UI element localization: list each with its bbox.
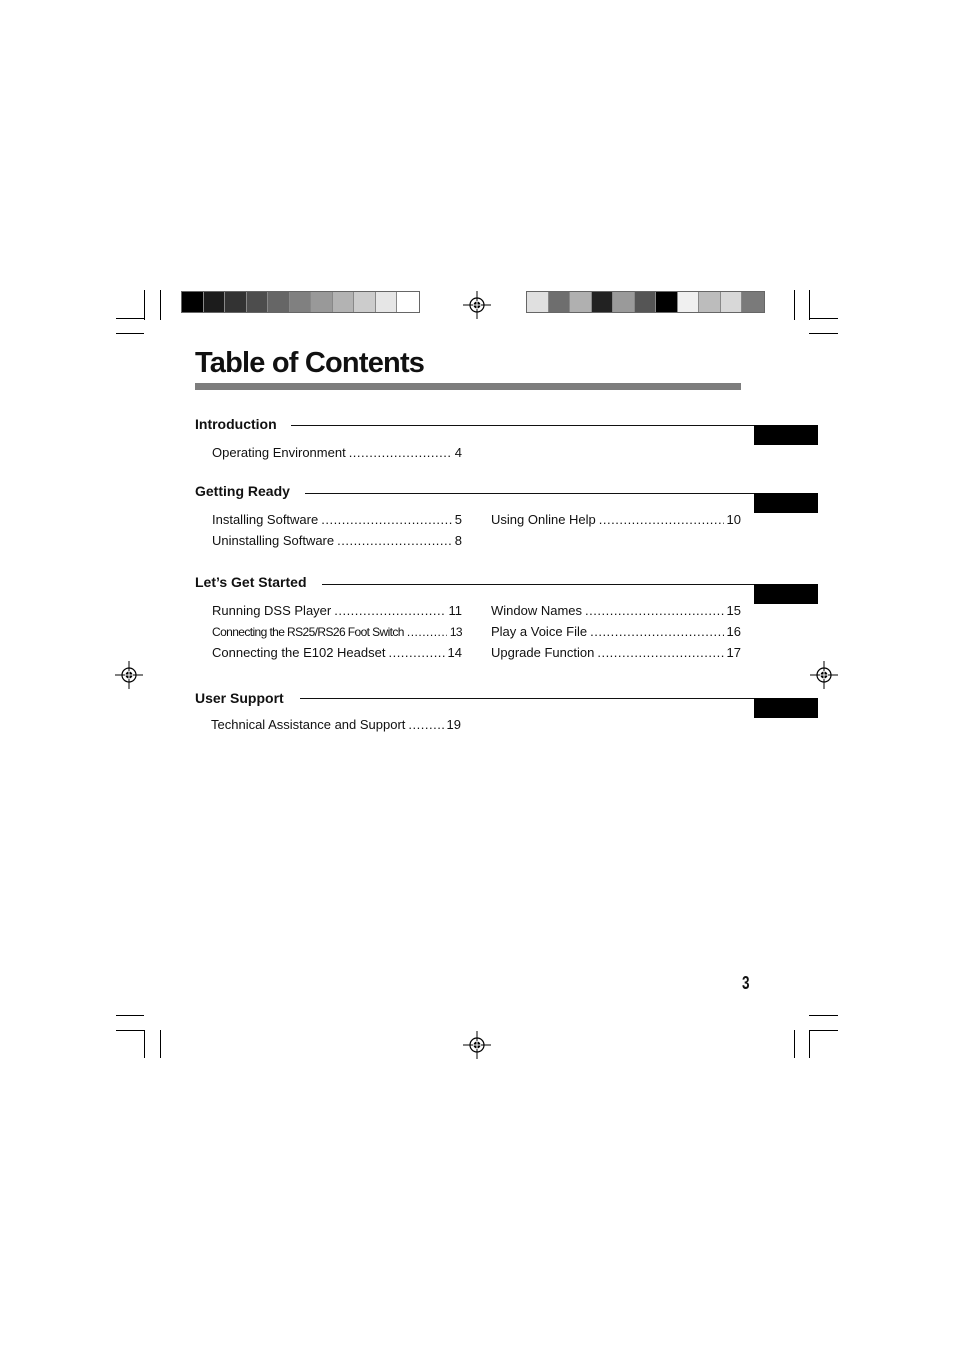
toc-entry[interactable] [212, 512, 462, 527]
registration-target-icon [463, 1031, 491, 1059]
toc-entry-page: 17 [726, 645, 741, 660]
color-swatch [592, 292, 614, 312]
toc-entry[interactable] [212, 445, 462, 460]
crop-mark [116, 1015, 144, 1016]
color-swatch [635, 292, 657, 312]
crop-mark [116, 318, 144, 319]
dot-leader [337, 533, 452, 548]
toc-entry-page: 14 [447, 645, 462, 660]
section-heading-getting-ready: Getting Ready [195, 483, 290, 499]
color-swatch [311, 292, 333, 312]
page-number: 3 [742, 973, 750, 993]
crop-mark [144, 1030, 145, 1058]
dot-leader [407, 625, 447, 639]
toc-entry[interactable] [491, 624, 741, 639]
color-swatch [182, 292, 204, 312]
registration-target-icon [810, 661, 838, 689]
toc-entry-label: Upgrade Function [491, 645, 595, 660]
section-rule [300, 698, 818, 699]
color-swatch [570, 292, 592, 312]
toc-entry[interactable] [212, 603, 462, 618]
color-swatch [721, 292, 743, 312]
section-rule [291, 425, 818, 426]
toc-entry[interactable] [212, 645, 462, 660]
section-heading-user-support: User Support [195, 690, 284, 706]
color-swatch [549, 292, 571, 312]
color-swatch [527, 292, 549, 312]
title-rule [195, 383, 741, 390]
color-bar-left [181, 291, 420, 313]
crop-mark [794, 1030, 795, 1058]
crop-mark [144, 290, 145, 320]
dot-leader [349, 445, 452, 460]
toc-entry-page: 5 [454, 512, 462, 527]
crop-mark [809, 1015, 838, 1016]
crop-mark [160, 290, 161, 320]
toc-entry-page: 10 [726, 512, 741, 527]
section-heading-lets-get-started: Let’s Get Started [195, 574, 307, 590]
dot-leader [585, 603, 724, 618]
toc-entry[interactable] [491, 603, 741, 618]
toc-entry-label: Running DSS Player [212, 603, 332, 618]
toc-entry-page: 11 [448, 603, 462, 618]
toc-entry[interactable] [212, 533, 462, 548]
toc-entry-page: 13 [449, 625, 462, 639]
color-swatch [699, 292, 721, 312]
toc-entry-label: Window Names [491, 603, 583, 618]
crop-mark [809, 333, 838, 334]
color-swatch [225, 292, 247, 312]
toc-entry[interactable] [491, 645, 741, 660]
color-swatch [247, 292, 269, 312]
toc-entry[interactable] [212, 625, 462, 639]
crop-mark [116, 1030, 144, 1031]
dot-leader [590, 624, 723, 639]
page-title: Table of Contents [195, 347, 425, 379]
color-swatch [268, 292, 290, 312]
toc-entry-page: 16 [726, 624, 741, 639]
crop-mark [809, 290, 810, 320]
toc-entry-page: 15 [726, 603, 741, 618]
toc-entry-label: Operating Environment [212, 445, 346, 460]
toc-entry-label: Installing Software [212, 512, 319, 527]
color-swatch [656, 292, 678, 312]
section-tab [754, 584, 818, 604]
toc-entry-page: 4 [454, 445, 462, 460]
dot-leader [321, 512, 452, 527]
crop-mark [809, 1030, 838, 1031]
crop-mark [116, 333, 144, 334]
toc-entry-label: Technical Assistance and Support [211, 717, 406, 732]
color-swatch [376, 292, 398, 312]
registration-target-icon [115, 661, 143, 689]
color-swatch [204, 292, 226, 312]
section-heading-introduction: Introduction [195, 416, 277, 432]
toc-entry-label: Play a Voice File [491, 624, 588, 639]
toc-entry-page: 19 [446, 717, 461, 732]
toc-entry-label: Connecting the E102 Headset [212, 645, 386, 660]
toc-entry-label: Connecting the RS25/RS26 Foot Switch [212, 625, 404, 639]
section-tab [754, 425, 818, 445]
color-bar-right [526, 291, 765, 313]
dot-leader [334, 603, 445, 618]
toc-entry[interactable] [211, 717, 461, 732]
color-swatch [333, 292, 355, 312]
toc-entry-page: 8 [454, 533, 462, 548]
toc-entry-label: Using Online Help [491, 512, 596, 527]
color-swatch [397, 292, 419, 312]
crop-mark [809, 318, 838, 319]
toc-entry-label: Uninstalling Software [212, 533, 335, 548]
color-swatch [678, 292, 700, 312]
crop-mark [794, 290, 795, 320]
section-tab [754, 698, 818, 718]
color-swatch [613, 292, 635, 312]
dot-leader [599, 512, 724, 527]
crop-mark [160, 1030, 161, 1058]
dot-leader [597, 645, 723, 660]
section-rule [305, 493, 818, 494]
color-swatch [354, 292, 376, 312]
registration-target-icon [463, 291, 491, 319]
toc-entry[interactable] [491, 512, 741, 527]
section-rule [322, 584, 818, 585]
section-tab [754, 493, 818, 513]
color-swatch [742, 292, 764, 312]
dot-leader [408, 717, 443, 732]
dot-leader [388, 645, 444, 660]
color-swatch [290, 292, 312, 312]
crop-mark [809, 1030, 810, 1058]
